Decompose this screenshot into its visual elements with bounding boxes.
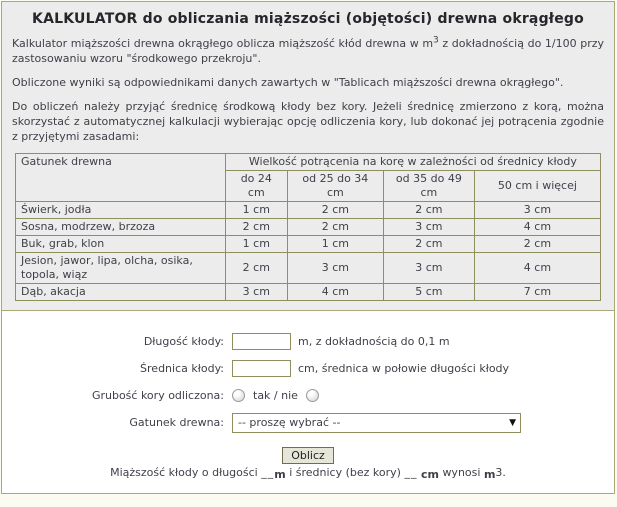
- species-cell: Sosna, modrzew, brzoza: [16, 219, 226, 236]
- result-unit-m3-base: m: [483, 468, 496, 481]
- value-cell: 1 cm: [287, 236, 383, 253]
- bark-yes-radio[interactable]: [232, 389, 245, 402]
- value-cell: 3 cm: [383, 219, 474, 236]
- value-cell: 4 cm: [474, 253, 600, 284]
- calculate-button[interactable]: Oblicz: [282, 447, 334, 464]
- value-cell: 2 cm: [287, 219, 383, 236]
- bark-label: Grubość kory odliczona:: [91, 389, 224, 402]
- column-header-d50: 50 cm i więcej: [474, 171, 600, 202]
- value-cell: 1 cm: [225, 236, 287, 253]
- result-part2: i średnicy (bez kory): [289, 466, 401, 479]
- page-title: KALKULATOR do obliczania miąższości (objętości) drewna okrągłego: [32, 11, 584, 27]
- table-row: [16, 202, 601, 219]
- result-unit-cm: cm: [420, 468, 439, 481]
- species-cell: Świerk, jodła: [16, 202, 226, 219]
- intro-paragraph-2: Obliczone wyniki są odpowiednikami danych zawartych w "Tablicach miąższości drewna okrągłego".: [12, 76, 564, 89]
- value-cell: 2 cm: [383, 236, 474, 253]
- button-row: [2, 447, 614, 464]
- length-label: Długość kłody:: [143, 335, 224, 348]
- intro-paragraph-3: Do obliczeń należy przyjąć średnicę środkową kłody bez kory. Jeżeli średnicę zmierzono z korą, można skorzystać z automatycznej kalkulacji wybierając opcję odliczenia kory, lub dokonać jej potrącenia zgodnie z przyjętymi zasadami:: [12, 100, 604, 143]
- length-row: [2, 332, 614, 351]
- value-cell: 2 cm: [474, 236, 600, 253]
- species-cell: Buk, grab, klon: [16, 236, 226, 253]
- bark-options-label: tak / nie: [253, 389, 298, 402]
- value-cell: 2 cm: [287, 202, 383, 219]
- result-diameter-blank: __: [404, 466, 418, 479]
- column-header-d35-49: od 35 do 49 cm: [383, 171, 474, 202]
- table-row: [16, 284, 601, 301]
- column-header-d24: do 24 cm: [225, 171, 287, 202]
- value-cell: 3 cm: [474, 202, 600, 219]
- species-row: [2, 413, 614, 432]
- calculator-panel: [1, 1, 615, 494]
- column-header-d25-34: od 25 do 34 cm: [287, 171, 383, 202]
- value-cell: 2 cm: [225, 253, 287, 284]
- table-row: [16, 219, 601, 236]
- result-part3: wynosi: [442, 466, 481, 479]
- calculator-form: [2, 311, 614, 479]
- chevron-down-icon: ▼: [509, 417, 516, 428]
- species-cell: Jesion, jawor, lipa, olcha, osika, topola, wiąz: [16, 253, 226, 284]
- diameter-hint: cm, średnica w połowie długości kłody: [298, 362, 510, 375]
- result-length-blank: __: [261, 466, 275, 479]
- table-header-row-1: [16, 154, 601, 171]
- value-cell: 2 cm: [225, 219, 287, 236]
- species-label: Gatunek drewna:: [129, 416, 224, 429]
- value-cell: 3 cm: [383, 253, 474, 284]
- value-cell: 1 cm: [225, 202, 287, 219]
- bark-no-radio[interactable]: [306, 389, 319, 402]
- length-input[interactable]: [232, 333, 291, 350]
- intro-1-superscript: 3: [433, 35, 439, 46]
- intro-1-post: z dokładnością do 1/100 przy zastosowaniu wzoru "środkowego przekroju".: [12, 37, 605, 65]
- value-cell: 4 cm: [474, 219, 600, 236]
- value-cell: 7 cm: [474, 284, 600, 301]
- value-cell: 2 cm: [383, 202, 474, 219]
- result-line: [2, 466, 614, 479]
- bark-row: [2, 386, 614, 405]
- species-select[interactable]: [232, 413, 521, 433]
- bark-deduction-table: [15, 153, 601, 301]
- value-cell: 3 cm: [287, 253, 383, 284]
- column-header-species: Gatunek drewna: [16, 154, 226, 202]
- table-row: [16, 253, 601, 284]
- length-hint: m, z dokładnością do 0,1 m: [298, 335, 450, 348]
- column-header-group: Wielkość potrącenia na korę w zależności od średnicy kłody: [225, 154, 600, 171]
- value-cell: 4 cm: [287, 284, 383, 301]
- result-unit-m3-exp: 3: [495, 466, 503, 479]
- intro-paragraph-1: [12, 36, 604, 66]
- result-period: .: [502, 466, 506, 479]
- result-part1: Miąższość kłody o długości: [110, 466, 258, 479]
- value-cell: 5 cm: [383, 284, 474, 301]
- value-cell: 3 cm: [225, 284, 287, 301]
- diameter-input[interactable]: [232, 360, 291, 377]
- diameter-label: Średnica kłody:: [140, 362, 224, 375]
- result-unit-m: m: [274, 468, 286, 481]
- species-cell: Dąb, akacja: [16, 284, 226, 301]
- table-row: [16, 236, 601, 253]
- intro-1-pre: Kalkulator miąższości drewna okrągłego oblicza miąższość kłód drewna w m: [12, 37, 434, 50]
- species-selected-value: -- proszę wybrać --: [238, 416, 341, 429]
- info-section: [2, 2, 614, 311]
- diameter-row: [2, 359, 614, 378]
